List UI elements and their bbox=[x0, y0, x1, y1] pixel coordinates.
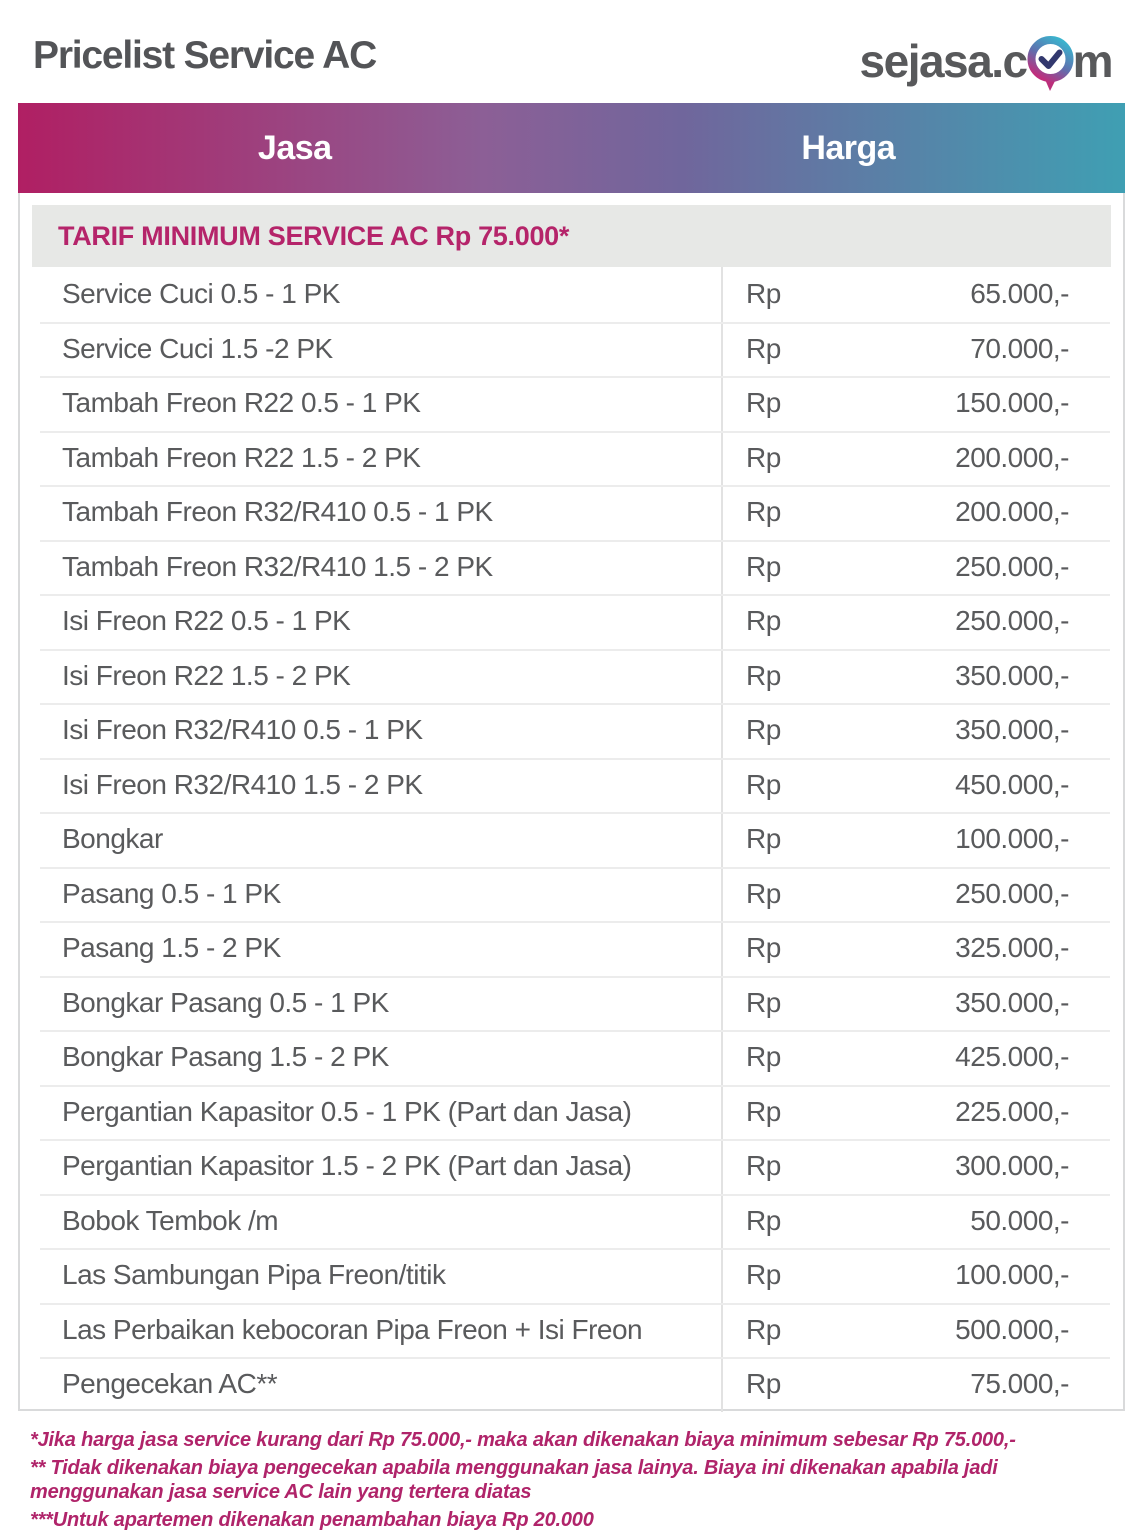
currency-label: Rp bbox=[746, 877, 781, 909]
service-name-cell: Isi Freon R32/R410 0.5 - 1 PK bbox=[62, 714, 423, 746]
footnote-2-prefix: ** Tidak dikenakan biaya bbox=[30, 1457, 264, 1479]
table-header-bar bbox=[18, 103, 1125, 193]
currency-label: Rp bbox=[746, 714, 781, 746]
price-value: 200.000,- bbox=[955, 441, 1069, 473]
price-value: 200.000,- bbox=[955, 496, 1069, 528]
currency-label: Rp bbox=[746, 278, 781, 310]
table-row bbox=[20, 540, 1123, 595]
service-name-cell: Tambah Freon R32/R410 0.5 - 1 PK bbox=[62, 496, 493, 528]
service-name-cell: Bongkar Pasang 1.5 - 2 PK bbox=[62, 1041, 389, 1073]
currency-label: Rp bbox=[746, 768, 781, 800]
sejasa-logo bbox=[860, 30, 1112, 92]
price-value: 250.000,- bbox=[955, 605, 1069, 637]
footnotes bbox=[30, 1428, 1128, 1536]
price-value: 100.000,- bbox=[955, 1259, 1069, 1291]
service-name-cell: Pasang 0.5 - 1 PK bbox=[62, 877, 281, 909]
service-name-cell: Isi Freon R22 1.5 - 2 PK bbox=[62, 659, 351, 691]
price-cell bbox=[721, 714, 1123, 746]
price-value: 350.000,- bbox=[955, 659, 1069, 691]
service-name-cell: Bongkar Pasang 0.5 - 1 PK bbox=[62, 986, 389, 1018]
table-row bbox=[20, 1303, 1123, 1358]
price-cell bbox=[721, 878, 1123, 910]
currency-label: Rp bbox=[746, 1095, 781, 1127]
table-row bbox=[20, 1194, 1123, 1249]
footnote-2-bold: pengecekan bbox=[263, 1457, 378, 1479]
service-name-cell: Pasang 1.5 - 2 PK bbox=[62, 932, 281, 964]
service-name-cell: Service Cuci 1.5 -2 PK bbox=[62, 332, 333, 364]
currency-label: Rp bbox=[746, 496, 781, 528]
service-name-cell: Tambah Freon R22 1.5 - 2 PK bbox=[62, 441, 421, 473]
price-cell bbox=[721, 551, 1123, 583]
price-value: 500.000,- bbox=[955, 1313, 1069, 1345]
table-row bbox=[20, 485, 1123, 540]
price-value: 450.000,- bbox=[955, 768, 1069, 800]
logo-text-prefix: sejasa.c bbox=[859, 35, 1027, 87]
price-value: 50.000,- bbox=[970, 1204, 1069, 1236]
table-row bbox=[20, 1139, 1123, 1194]
price-value: 325.000,- bbox=[955, 932, 1069, 964]
table-row bbox=[20, 594, 1123, 649]
table-row bbox=[20, 921, 1123, 976]
footnote-3: ***Untuk apartemen dikenakan penambahan biaya Rp 20.000 bbox=[30, 1509, 594, 1531]
price-cell bbox=[721, 605, 1123, 637]
price-cell bbox=[721, 1259, 1123, 1291]
currency-label: Rp bbox=[746, 441, 781, 473]
table-row bbox=[20, 976, 1123, 1031]
currency-label: Rp bbox=[746, 823, 781, 855]
table-row bbox=[20, 758, 1123, 813]
price-cell bbox=[721, 278, 1123, 310]
currency-label: Rp bbox=[746, 1150, 781, 1182]
service-name-cell: Pergantian Kapasitor 1.5 - 2 PK (Part dan Jasa) bbox=[62, 1150, 632, 1182]
price-value: 250.000,- bbox=[955, 877, 1069, 909]
currency-label: Rp bbox=[746, 1041, 781, 1073]
price-cell bbox=[721, 1205, 1123, 1237]
table-row bbox=[20, 1357, 1123, 1412]
minimum-tariff-banner bbox=[32, 205, 1111, 267]
price-cell bbox=[721, 1150, 1123, 1182]
table-row bbox=[20, 376, 1123, 431]
price-value: 100.000,- bbox=[955, 823, 1069, 855]
service-name-cell: Isi Freon R22 0.5 - 1 PK bbox=[62, 605, 351, 637]
price-cell bbox=[721, 1314, 1123, 1346]
service-name-cell: Las Sambungan Pipa Freon/titik bbox=[62, 1259, 446, 1291]
currency-label: Rp bbox=[746, 1259, 781, 1291]
table-row bbox=[20, 1248, 1123, 1303]
price-cell bbox=[721, 333, 1123, 365]
price-value: 70.000,- bbox=[970, 332, 1069, 364]
currency-label: Rp bbox=[746, 986, 781, 1018]
footnote-2 bbox=[30, 1456, 1128, 1504]
currency-label: Rp bbox=[746, 605, 781, 637]
price-cell bbox=[721, 769, 1123, 801]
currency-label: Rp bbox=[746, 332, 781, 364]
service-name-cell: Pengecekan AC** bbox=[62, 1368, 278, 1400]
price-value: 350.000,- bbox=[955, 714, 1069, 746]
column-header-jasa: Jasa bbox=[257, 128, 332, 167]
currency-label: Rp bbox=[746, 1368, 781, 1400]
currency-label: Rp bbox=[746, 550, 781, 582]
currency-label: Rp bbox=[746, 387, 781, 419]
footnote-1: *Jika harga jasa service kurang dari Rp 75.000,- maka akan dikenakan biaya minimum sebesar Rp 75.000,- bbox=[30, 1429, 1016, 1451]
table-row bbox=[20, 267, 1123, 322]
price-cell bbox=[721, 1041, 1123, 1073]
currency-label: Rp bbox=[746, 659, 781, 691]
service-name-cell: Pergantian Kapasitor 0.5 - 1 PK (Part dan Jasa) bbox=[62, 1095, 632, 1127]
price-table-rows bbox=[20, 267, 1123, 1412]
price-value: 150.000,- bbox=[955, 387, 1069, 419]
chat-bubble-checkmark-icon bbox=[1027, 36, 1074, 92]
currency-label: Rp bbox=[746, 1204, 781, 1236]
page-title: Pricelist Service AC bbox=[33, 34, 377, 77]
price-cell bbox=[721, 932, 1123, 964]
service-name-cell: Service Cuci 0.5 - 1 PK bbox=[62, 278, 340, 310]
minimum-tariff-text: TARIF MINIMUM SERVICE AC Rp 75.000* bbox=[58, 220, 570, 251]
table-row bbox=[20, 431, 1123, 486]
price-cell bbox=[721, 496, 1123, 528]
price-cell bbox=[721, 1368, 1123, 1400]
service-name-cell: Las Perbaikan kebocoran Pipa Freon + Isi Freon bbox=[62, 1313, 643, 1345]
price-value: 250.000,- bbox=[955, 550, 1069, 582]
logo-text-suffix: m bbox=[1072, 35, 1112, 87]
price-value: 75.000,- bbox=[970, 1368, 1069, 1400]
currency-label: Rp bbox=[746, 1313, 781, 1345]
service-name-cell: Bobok Tembok /m bbox=[62, 1204, 279, 1236]
price-value: 425.000,- bbox=[955, 1041, 1069, 1073]
table-row bbox=[20, 1030, 1123, 1085]
table-row bbox=[20, 703, 1123, 758]
table-row bbox=[20, 1085, 1123, 1140]
column-header-harga: Harga bbox=[801, 128, 896, 167]
table-row bbox=[20, 812, 1123, 867]
price-value: 300.000,- bbox=[955, 1150, 1069, 1182]
footnote-2-suffix: apabila menggunakan jasa lainya. Biaya ini dikenakan apabila jadi menggunakan jasa service AC lain yang tertera diatas bbox=[30, 1457, 998, 1503]
service-name-cell: Isi Freon R32/R410 1.5 - 2 PK bbox=[62, 768, 423, 800]
table-row bbox=[20, 867, 1123, 922]
price-value: 225.000,- bbox=[955, 1095, 1069, 1127]
price-cell bbox=[721, 442, 1123, 474]
price-cell bbox=[721, 1096, 1123, 1128]
price-cell bbox=[721, 987, 1123, 1019]
service-name-cell: Tambah Freon R32/R410 1.5 - 2 PK bbox=[62, 550, 493, 582]
price-value: 65.000,- bbox=[970, 278, 1069, 310]
table-row bbox=[20, 649, 1123, 704]
table-row bbox=[20, 322, 1123, 377]
service-name-cell: Bongkar bbox=[62, 823, 163, 855]
price-value: 350.000,- bbox=[955, 986, 1069, 1018]
price-cell bbox=[721, 660, 1123, 692]
price-cell bbox=[721, 387, 1123, 419]
service-name-cell: Tambah Freon R22 0.5 - 1 PK bbox=[62, 387, 421, 419]
price-table bbox=[18, 193, 1125, 1411]
currency-label: Rp bbox=[746, 932, 781, 964]
price-cell bbox=[721, 823, 1123, 855]
